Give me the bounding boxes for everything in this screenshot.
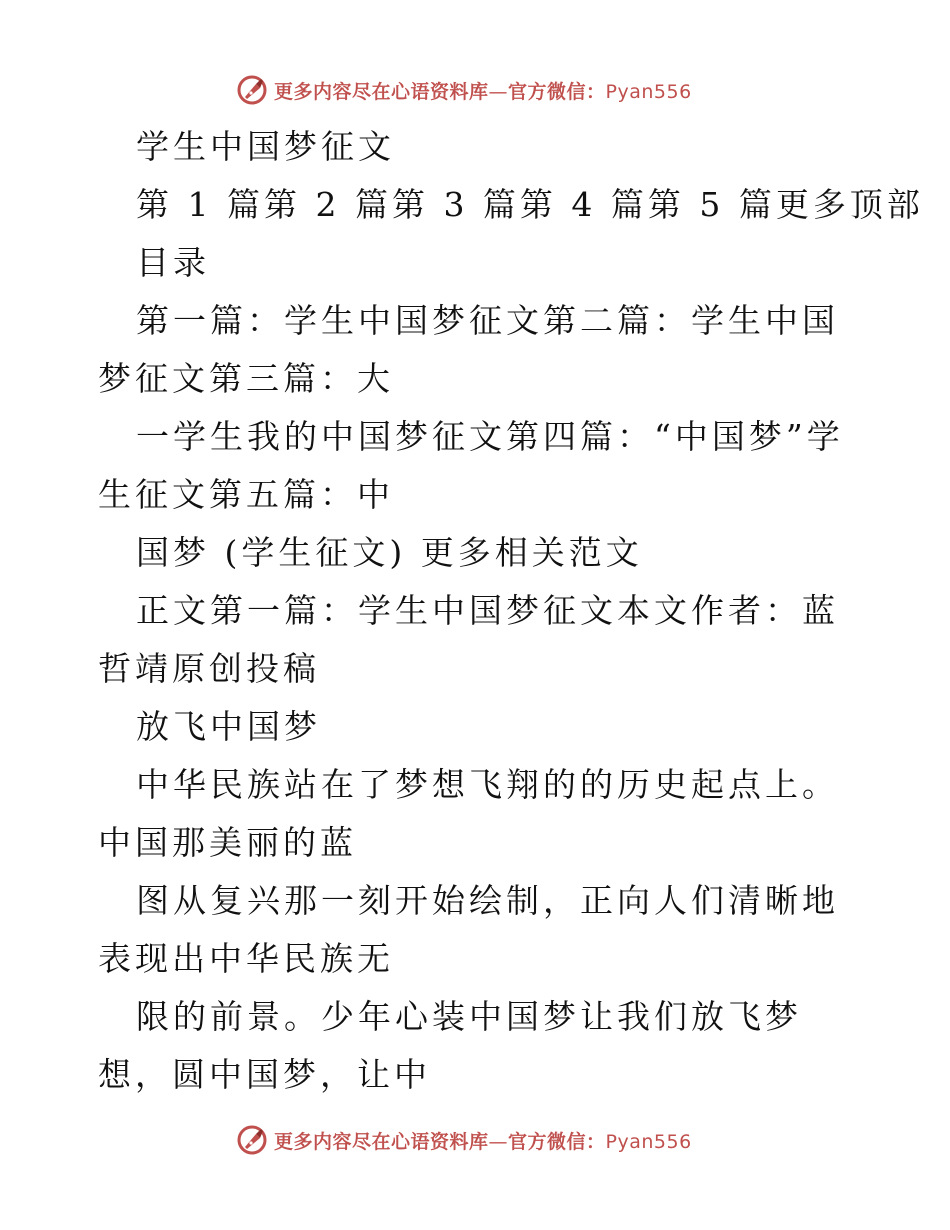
essay-paragraph-2: 图从复兴那一刻开始绘制，正向人们清晰地表现出中华民族无	[98, 881, 839, 978]
pen-nib-logo-icon	[236, 74, 268, 106]
toc-text-1: 第一篇：学生中国梦征文第二篇：学生中国梦征文第三篇：大	[98, 301, 839, 398]
footer-dash: —	[488, 1130, 509, 1153]
toc-text-3: 国梦 (学生征文) 更多相关范文	[136, 533, 643, 572]
footer-wechat-id: Pyan556	[605, 1130, 692, 1153]
essay-paragraph-3: 限的前景。少年心装中国梦让我们放飞梦想，圆中国梦，让中	[98, 997, 802, 1094]
toc-heading: 目录	[136, 243, 210, 282]
essay-title: 放飞中国梦	[136, 707, 321, 746]
header-wechat-id: Pyan556	[605, 80, 692, 103]
header-banner	[236, 72, 692, 108]
document-body	[98, 118, 924, 1104]
toc-text-2: 一学生我的中国梦征文第四篇：“中国梦”学生征文第五篇：中	[98, 417, 844, 514]
article-nav-line: 第 1 篇第 2 篇第 3 篇第 4 篇第 5 篇更多顶部	[136, 185, 924, 224]
document-title: 学生中国梦征文	[136, 127, 395, 166]
body-intro: 正文第一篇：学生中国梦征文本文作者：蓝哲靖原创投稿	[98, 591, 839, 688]
header-wechat-label: 官方微信：	[508, 80, 606, 103]
header-dash: —	[488, 80, 509, 103]
pen-nib-logo-icon	[236, 1124, 268, 1156]
footer-banner	[236, 1122, 692, 1158]
footer-text	[274, 1127, 692, 1154]
header-site-text: 更多内容尽在心语资料库	[274, 80, 489, 103]
footer-site-text: 更多内容尽在心语资料库	[274, 1130, 489, 1153]
essay-paragraph-1: 中华民族站在了梦想飞翔的的历史起点上。中国那美丽的蓝	[98, 765, 839, 862]
header-text	[274, 77, 692, 104]
footer-wechat-label: 官方微信：	[508, 1130, 606, 1153]
